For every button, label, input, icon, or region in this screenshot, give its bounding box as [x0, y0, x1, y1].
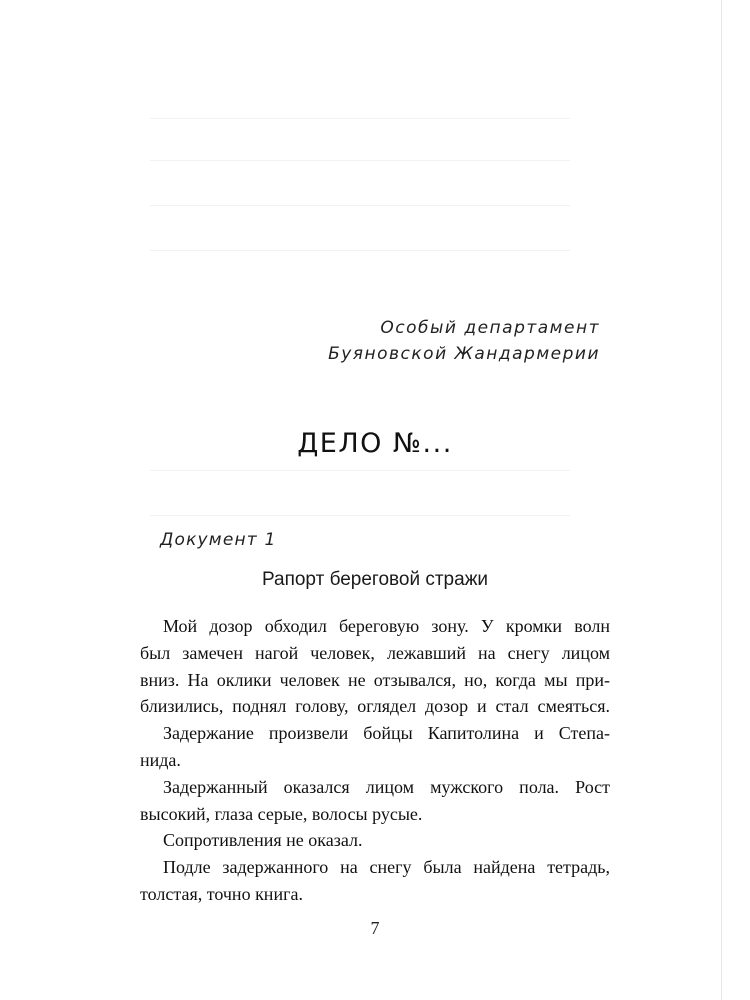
- case-title: ДЕЛО №...: [297, 428, 453, 459]
- body-line: толстая, точно книга.: [140, 883, 303, 904]
- report-body: [140, 613, 610, 908]
- body-line: близились, поднял голову, оглядел дозор и стал смеяться.: [140, 696, 610, 717]
- page-number: 7: [370, 918, 380, 938]
- body-line: нида.: [140, 749, 181, 770]
- body-line: Подле задержанного на снегу была найдена тетрадь,: [163, 857, 610, 878]
- body-line: Задержание произвели бойцы Капитолина и Степа-: [163, 723, 610, 744]
- body-line: вниз. На оклики человек не отзывался, но, когда мы при-: [140, 669, 610, 690]
- bleed-through-line: [150, 515, 570, 516]
- report-title: Рапорт береговой стражи: [261, 569, 489, 590]
- document-label: Документ 1: [160, 530, 277, 550]
- department-line-1: Особый департамент: [380, 318, 600, 338]
- bleed-through-line: [150, 160, 570, 161]
- bleed-through-line: [150, 205, 570, 206]
- page-edge-line: [721, 0, 722, 1000]
- bleed-through-line: [150, 118, 570, 119]
- body-line: Сопротивления не оказал.: [163, 830, 363, 851]
- body-line: Мой дозор обходил береговую зону. У кромки волн: [163, 616, 610, 636]
- body-line: Задержанный оказался лицом мужского пола. Рост: [163, 776, 610, 797]
- body-line: был замечен нагой человек, лежавший на снегу лицом: [140, 642, 610, 663]
- bleed-through-line: [150, 470, 570, 471]
- department-line-2: Буяновской Жандармерии: [328, 344, 600, 364]
- bleed-through-line: [150, 250, 570, 251]
- department-heading: [328, 315, 600, 367]
- body-line: высокий, глаза серые, волосы русые.: [140, 803, 423, 824]
